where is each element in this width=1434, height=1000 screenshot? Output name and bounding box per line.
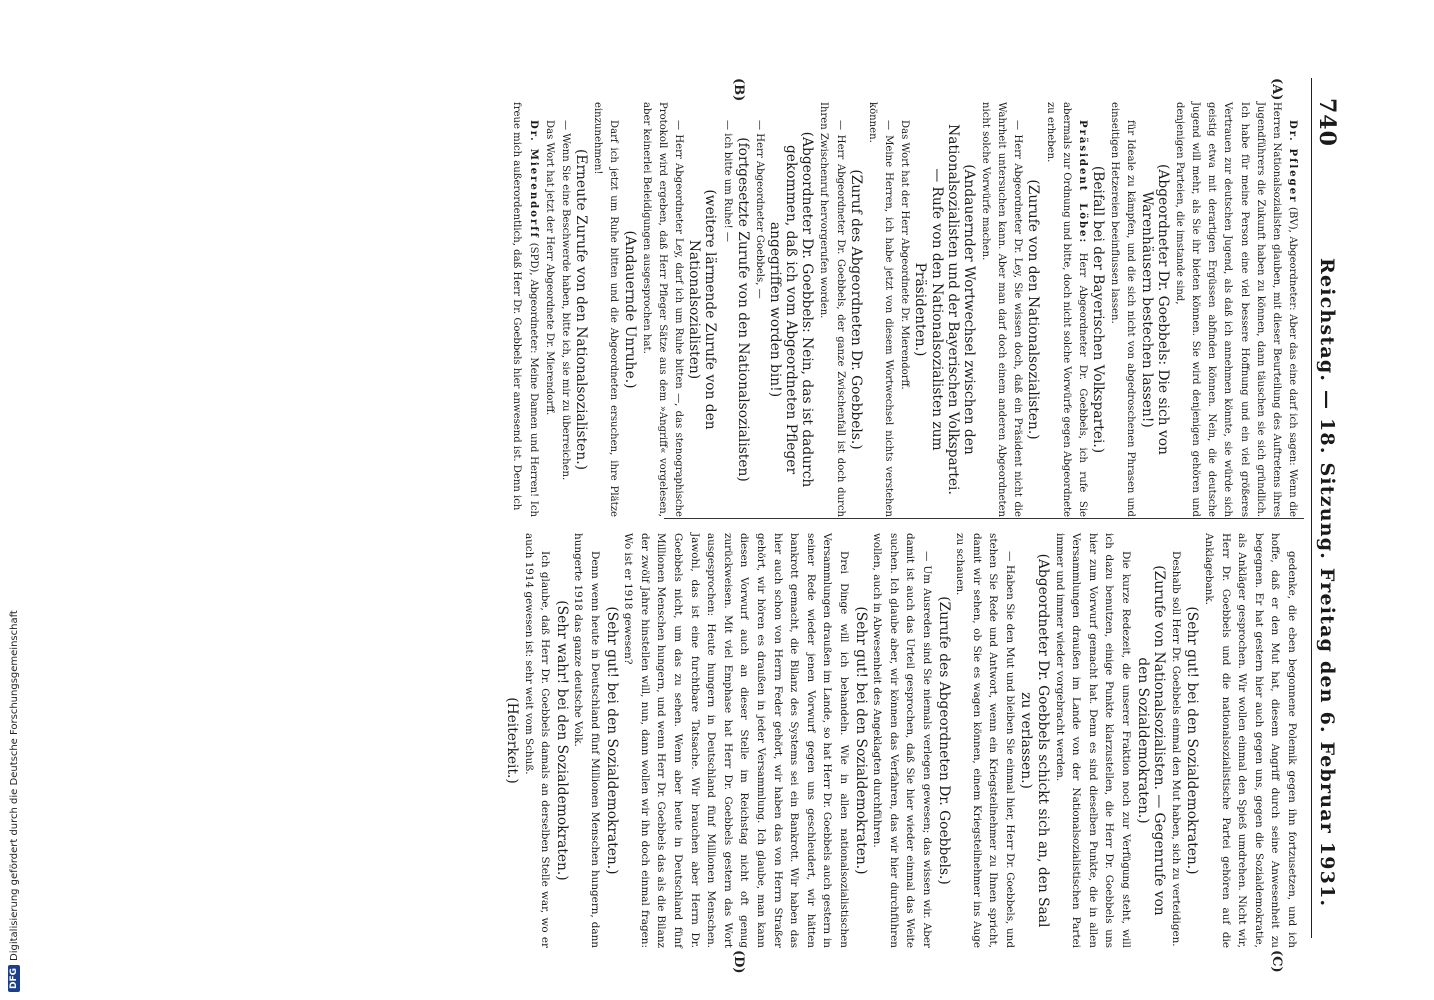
stage-direction: (Sehr wahr! bei den Sozialdemokraten.) <box>553 600 570 881</box>
stage-direction: (Abgeordneter Dr. Goebbels: Nein, das ist dadurch gekommen, daß ich vom Abgeordneten Pfleger angegriffen worden bin!) <box>767 131 816 488</box>
stage-direction: (weitere lärmende Zurufe von den Nationalsozialisten) <box>686 189 719 430</box>
interjection-paragraph: — Herr Abgeordneter Dr. Goebbels, der ganze Zwischenfall ist doch durch Ihren Zwischenruf hervorgerufen worden. <box>818 102 846 517</box>
speech-paragraph <box>1171 102 1300 517</box>
stage-direction: (Sehr gut! bei den Sozialdemokraten.) <box>852 606 869 875</box>
stage-direction: (Sehr gut! bei den Sozialdemokraten.) <box>603 606 620 875</box>
stage-direction: (Zurufe des Abgeordneten Dr. Goebbels.) <box>935 596 952 885</box>
text-paragraph: Drei Dinge will ich behandeln. Wie in allen nationalsozialistischen Versammlungen draußen im Lande, so hat Herr Dr. Goebbels auch gestern in seiner Rede wieder jenen Vorwurf gegen uns geschleudert, wir hätten bankrott gemacht, die Bilanz des Systems sei ein Bankrott. Wir haben das hier auch schon von Herrn Feder gehört, wir haben das von Herrn Straßer gehört, wir hören es draußen in jeder Versammlung. Ich glaube, man kann diesen Vorwurf auch an dieser Stelle im Reichstag nicht oft genug zurückweisen. Mit viel Emphase hat Herr Dr. Goebbels gestern das Wort ausgesprochen: Heute hungern in Deutschland fünf Millionen Menschen. Jawohl, das ist eine furchtbare Tatsache. Wir brauchen aber Herrn Dr. Goebbels nicht, um das zu sehen. Wenn aber heute in Deutschland fünf Millionen Menschen hungern, und wenn Herr Dr. Goebbels das als die Bilanz der zwölf Jahre hinstellen will, nun, dann wollen wir ihn doch einmal fragen: Wo ist er 1918 gewesen? <box>622 533 850 948</box>
stage-direction: (fortgesetzte Zurufe von den Nationalsozialisten) <box>734 137 751 482</box>
margin-mark-c: (C) <box>1269 950 1284 973</box>
running-title: Reichstag. — 18. Sitzung. Freitag den 6. Februar 1931. <box>1316 258 1338 908</box>
stage-direction: (Abgeordneter Dr. Goebbels schickt sich an, den Saal zu verlassen.) <box>1018 553 1052 928</box>
stage-direction: (Heiterkeit.) <box>504 697 521 784</box>
speech-paragraph <box>1042 102 1090 517</box>
speech-text: (BV), Abgeordneter: Aber das eine darf ich sagen: Wenn die Herren Nationalsozialisten glauben, mit dieser Beurteilung des Auftretens ihres Jugendführers die Zukunft haben zu können, dann täuschen sie sich gründlich. Ich habe für meine Person eine viel bessere Hoffnung und ein viel größeres Vertrauen zur deutschen Jugend, als daß ich annehmen könnte, sie würde sich geistig etwa mit derartigen Ergüssen abfinden können. Nein, die deutsche Jugend will mehr, als Sie ihr bieten können. Sie wird denjenigen gehören und denjenigen Parteien, die imstande sind, <box>1173 102 1298 517</box>
left-column <box>508 102 1300 517</box>
stage-direction: (Zuruf des Abgeordneten Dr. Goebbels.) <box>847 169 864 450</box>
text-paragraph: gedenke, die eben begonnene Polemik gegen ihn fortzusetzen, und ich hoffe, daß er den Mut hat, diesem Angriff durch seine Anwesenheit zu begegnen. Er hat gestern hier auch gegen uns, gegen die Sozialdemokratie, als Ankläger gesprochen. Wir wollen einmal den Spieß umdrehen. Nicht wir, Herr Dr. Goebbels und die nationalsozialistische Partei gehören auf die Anklagebank. <box>1203 533 1298 948</box>
text-paragraph: Deshalb soll Herr Dr. Goebbels einmal den Mut haben, sich zu verteidigen. <box>1169 551 1182 947</box>
page-number: 740 <box>1314 98 1340 147</box>
interjection-paragraph: — Haben Sie den Mut und bleiben Sie einmal hier, Herr Dr. Goebbels, und stehen Sie Rede und Antwort, wenn ein Kriegsteilnehmer zu Ihnen spricht, damit wir sehen, ob Sie es wagen können, einem Kriegsteilnehmer ins Auge zu schauen. <box>954 533 1016 948</box>
right-column <box>504 533 1301 948</box>
text-paragraph: Ich glaube, daß Herr Dr. Goebbels damals an derselben Stelle war, wo er auch 1914 gewesen ist: sehr weit vom Schuß. <box>522 533 552 948</box>
digitization-credit <box>8 610 20 992</box>
margin-mark-a: (A) <box>1269 78 1284 101</box>
interjection-paragraph: — Um Ausreden sind Sie niemals verlegen gewesen; das wissen wir. Aber damit ist auch das Urteil gesprochen, daß Sie hier wieder einmal das Weite suchen. Ich glaube aber, wir können das Verfahren, das wir hier durchführen wollen, auch in Abwesenheit des Angeklagten durchführen. <box>871 533 933 948</box>
stage-direction: (Zurufe von Nationalsozialisten. — Gegenrufe von den Sozialdemokraten.) <box>1134 565 1168 916</box>
speech-paragraph <box>508 102 540 517</box>
interjection-paragraph: — Meine Herren, ich habe jetzt von diesem Wortwechsel nichts verstehen können. <box>866 102 895 517</box>
stage-direction: (Zurufe von den Nationalsozialisten.) <box>1025 179 1042 440</box>
text-paragraph: Darf ich jetzt um Ruhe bitten und die Abgeordneten ersuchen, ihre Plätze einzunehmen! <box>592 102 620 517</box>
speaker-name: Präsident Löbe: <box>1076 120 1088 245</box>
stage-direction: (Sehr gut! bei den Sozialdemokraten.) <box>1184 606 1201 875</box>
interjection-paragraph: — Herr Abgeordneter Ley, darf ich um Ruhe bitten —, das stenographische Protokoll wird ergeben, daß Herr Pfleger Sätze aus dem »Angriff« vorgelesen, aber keinerlei Beleidigungen ausgesprochen hat. <box>640 102 685 517</box>
stage-direction: (Abgeordneter Dr. Goebbels: Die sich von Warenhäusern bestechen lassen!) <box>1138 164 1171 455</box>
stage-direction: (Andauernder Wortwechsel zwischen den Nationalsozialisten und der Bayerischen Volkspartei. — Rufe von den Nationalsozialisten zum Präsidenten.) <box>912 124 977 495</box>
text-paragraph: Die kurze Redezeit, die unserer Fraktion noch zur Verfügung steht, will ich dazu benutzen, einige Punkte klarzustellen, die Herr Dr. Goebbels uns hier zum Vorwurf gemacht hat. Denn es sind dieselben Punkte, die in allen Versammlungen draußen im Lande von der Nationalsozialistischen Partei immer und immer wieder vorgebracht werden. <box>1053 533 1133 948</box>
page-header <box>1311 78 1346 938</box>
speech-text: (SPD), Abgeordneter: Meine Damen und Herren! Ich freue mich außerordentlich, daß Herr Dr. Goebbels hier anwesend ist. Denn ich <box>511 102 539 517</box>
speech-text: Herr Abgeordneter Dr. Goebbels, ich rufe Sie abermals zur Ordnung und bitte, doch nicht solche Vorwürfe gegen Abgeordnete zu erheben. <box>1044 102 1088 518</box>
speaker-name: Dr. Pfleger <box>1287 120 1298 204</box>
credit-text: Digitalisierung gefördert durch die Deutsche Forschungsgemeinschaft <box>8 610 20 961</box>
text-paragraph: Das Wort hat der Herr Abgeordnete Dr. Mierendorff. <box>899 120 911 390</box>
text-paragraph: Das Wort hat jetzt der Herr Abgeordnete Dr. Mierendorff. <box>543 120 555 416</box>
stage-direction: (Erneute Zurufe von den Nationalsozialisten.) <box>573 149 590 470</box>
stage-direction: (Beifall bei der Bayerischen Volkspartei.) <box>1090 165 1107 454</box>
interjection-paragraph: — ich bitte um Ruhe! — <box>721 120 733 242</box>
stage-direction: (Andauernde Unruhe.) <box>621 230 638 389</box>
speaker-name: Dr. Mierendorff <box>527 120 539 239</box>
column-rule <box>664 518 1304 519</box>
interjection-paragraph: — Wenn Sie eine Beschwerde haben, bitte ich, sie mir zu überreichen. <box>559 120 571 481</box>
margin-mark-d: (D) <box>731 950 746 974</box>
dfg-logo: DFG <box>8 965 20 992</box>
text-paragraph: Denn wenn heute in Deutschland fünf Millionen Menschen hungern, dann hungerte 1918 das ganze deutsche Volk. <box>572 533 602 948</box>
margin-mark-b: (B) <box>731 78 746 102</box>
text-paragraph: für Ideale zu kämpfen, und die sich nicht von abgedroschenen Phrasen und einseitigen Hetzereien beeinflussen lassen. <box>1109 102 1137 517</box>
interjection-paragraph: — Herr Abgeordneter Dr. Ley, Sie wissen doch, daß ein Präsident nicht die Wahrheit untersuchen kann. Aber man darf doch einem anderen Abgeordneten nicht solche Vorwürfe machen. <box>980 102 1024 517</box>
interjection-paragraph: — Herr Abgeordneter Goebbels, — <box>753 120 765 299</box>
